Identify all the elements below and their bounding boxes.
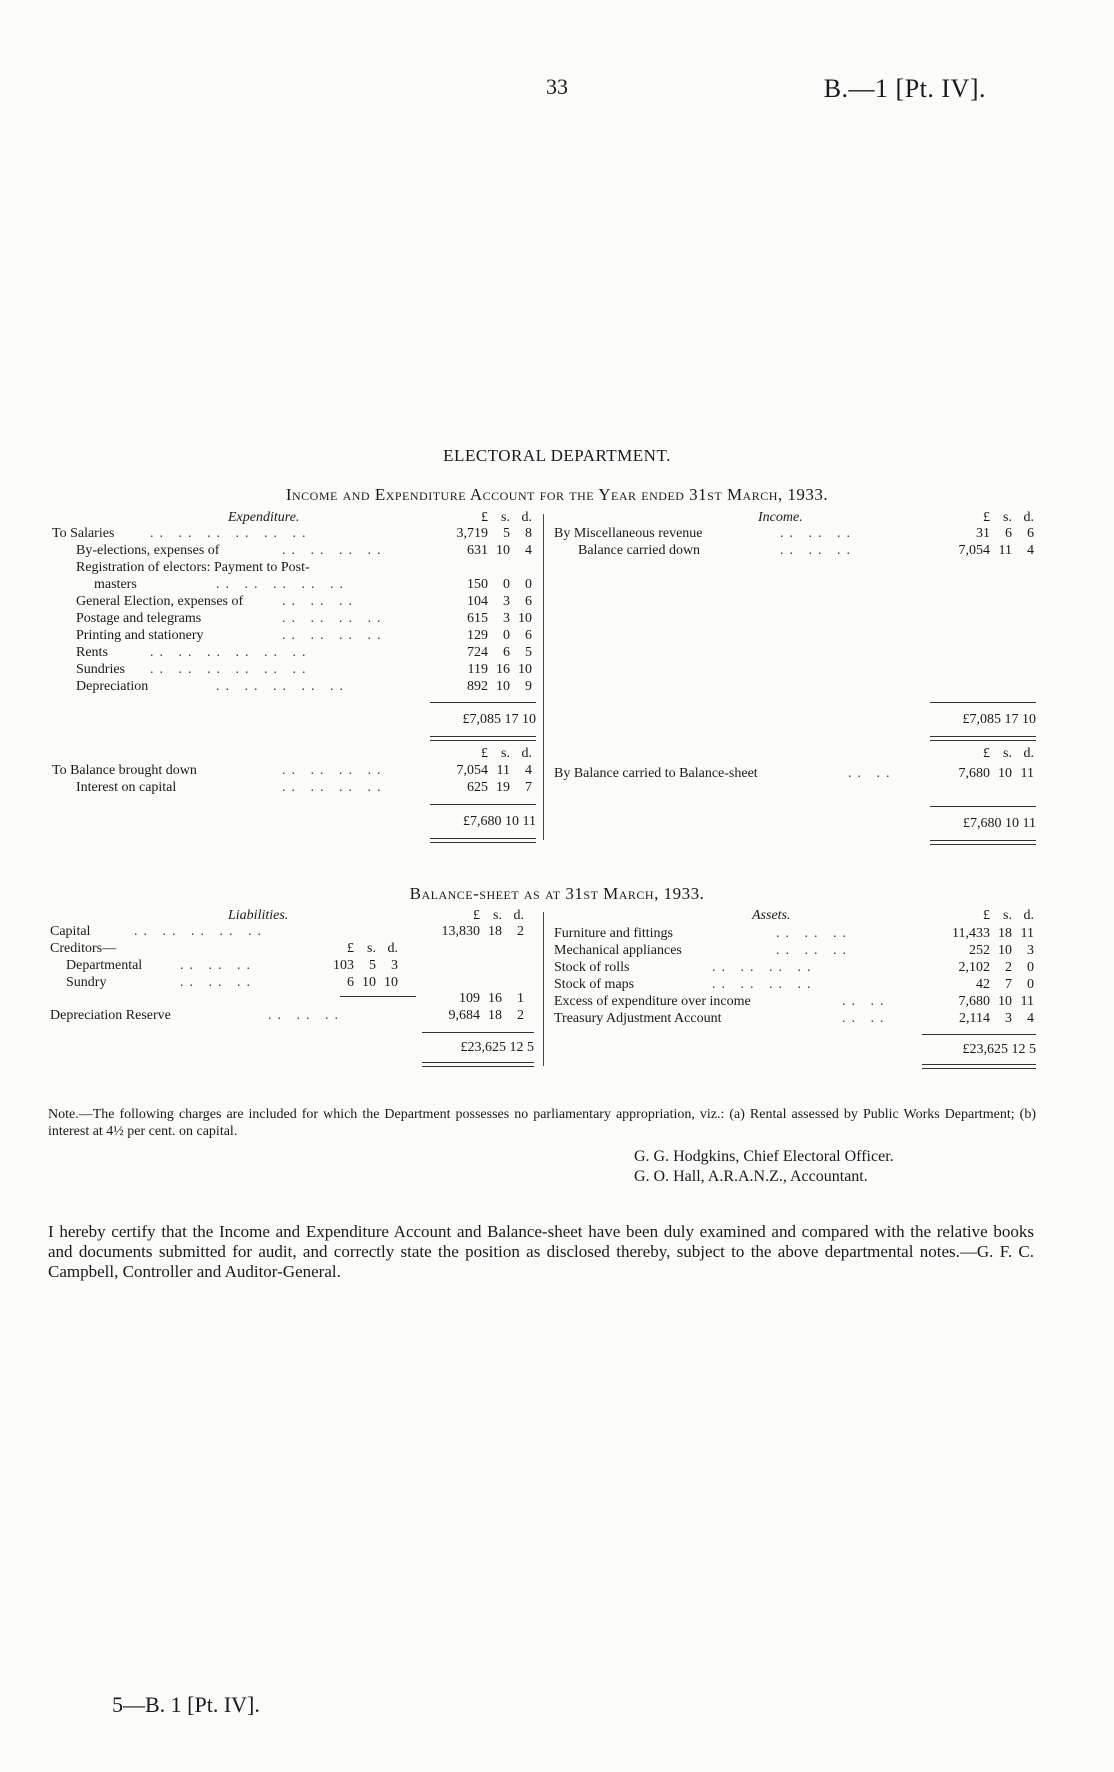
column-divider [543,912,544,1066]
column-divider [543,514,544,840]
asset-amount: 2,114 3 4 [959,1011,1034,1026]
liability-label: Departmental [66,958,143,973]
footer-reference: 5—B. 1 [Pt. IV]. [112,1692,260,1717]
leader-dots: .. .. .. .. .. .. [150,645,312,660]
leader-dots: .. .. .. .. .. .. [150,662,312,677]
liability-label: Sundry [66,975,107,990]
expenditure-currency-header: £ s. d. [481,510,532,525]
assets-currency-header: £ s. d. [983,908,1034,923]
income-amount: 31 6 6 [976,526,1034,541]
income-column-head: Income. [758,510,803,525]
income-amount: 7,054 11 4 [958,543,1034,558]
leader-dots: .. .. .. [282,594,358,609]
liability-sub-amount: 6 10 10 [347,975,398,990]
expenditure-currency-header-2: £ s. d. [481,746,532,761]
leader-dots: .. .. .. .. .. [134,924,267,939]
income-account-heading: Income and Expenditure Account for the Year ended 31st March, 1933. [285,485,829,504]
expenditure-row-label: Printing and stationery [76,628,204,643]
page-number: 33 [546,74,568,99]
expenditure-amount: 7,054 11 4 [456,763,532,778]
asset-amount: 11,433 18 11 [952,926,1034,941]
asset-amount: 2,102 2 0 [958,960,1034,975]
double-rule [930,840,1036,845]
liability-label: Creditors— [50,941,117,956]
income-total: £7,085 17 10 [962,712,1036,727]
assets-total: £23,625 12 5 [962,1042,1036,1057]
income-currency-header: £ s. d. [983,510,1034,525]
expenditure-row-label: Postage and telegrams [76,611,202,626]
expenditure-amount: 615 3 10 [467,611,532,626]
total-rule [930,702,1036,703]
leader-dots: .. .. [842,1011,890,1026]
leader-dots: .. .. .. .. [712,977,817,992]
expenditure-row-label: General Election, expenses of [76,594,244,609]
income-row-label: Balance carried down [578,543,701,558]
double-rule [422,1062,534,1067]
document-reference: B.—1 [Pt. IV]. [823,74,986,103]
expenditure-amount: 625 19 7 [467,780,532,795]
liability-sub-amount: 103 5 3 [333,958,398,973]
signature-chief-electoral-officer: G. G. Hodgkins, Chief Electoral Officer. [634,1148,894,1165]
expenditure-row-label: Interest on capital [76,780,177,795]
expenditure-amount: 104 3 6 [467,594,532,609]
asset-label: Furniture and fittings [554,926,673,941]
creditors-total: 109 16 1 [459,991,524,1006]
expenditure-amount: 150 0 0 [467,577,532,592]
total-rule [922,1034,1036,1035]
leader-dots: .. .. [848,766,896,781]
expenditure-row-label: By-elections, expenses of [76,543,220,558]
leader-dots: .. .. [842,994,890,1009]
asset-amount: 42 7 0 [976,977,1034,992]
liabilities-currency-header: £ s. d. [473,908,524,923]
leader-dots: .. .. .. .. .. .. [150,526,312,541]
expenditure-row-label: To Salaries [52,526,115,541]
liability-amount: 9,684 18 2 [448,1008,524,1023]
expenditure-amount: 119 16 10 [467,662,532,677]
income-row-label: By Miscellaneous revenue [554,526,703,541]
expenditure-amount: 129 0 6 [467,628,532,643]
leader-dots: .. .. .. .. [282,611,387,626]
expenditure-total: £7,085 17 10 [462,712,536,727]
expenditure-row-label: Depreciation [76,679,149,694]
income-row-label: By Balance carried to Balance-sheet [554,766,758,781]
total-rule [422,1032,534,1033]
asset-label: Treasury Adjustment Account [554,1011,722,1026]
asset-amount: 7,680 10 11 [958,994,1034,1009]
liabilities-column-head: Liabilities. [228,908,289,923]
total-rule [930,806,1036,807]
assets-column-head: Assets. [752,908,791,923]
department-title: ELECTORAL DEPARTMENT. [443,446,671,465]
leader-dots: .. .. .. [268,1008,344,1023]
income-amount: 7,680 10 11 [958,766,1034,781]
double-rule [430,736,536,741]
leader-dots: .. .. .. [180,975,256,990]
double-rule [930,736,1036,741]
creditors-currency-header: £ s. d. [347,941,398,956]
signature-accountant: G. O. Hall, A.R.A.N.Z., Accountant. [634,1168,868,1185]
leader-dots: .. .. .. .. [282,780,387,795]
double-rule [922,1064,1036,1069]
leader-dots: .. .. .. [180,958,256,973]
expenditure-row-label: To Balance brought down [52,763,197,778]
leader-dots: .. .. .. .. .. [216,679,349,694]
expenditure-amount: 724 6 5 [467,645,532,660]
leader-dots: .. .. .. .. [282,543,387,558]
expenditure-amount: 3,719 5 8 [456,526,532,541]
asset-amount: 252 10 3 [969,943,1034,958]
leader-dots: .. .. .. .. .. [216,577,349,592]
expenditure-row-label: masters [94,577,137,592]
income-currency-header-2: £ s. d. [983,746,1034,761]
audit-certification: I hereby certify that the Income and Expenditure Account and Balance-sheet have been duly examined and compared with the relative books and documents submitted for audit, and correctly state the position as disclosed thereby, subject to the above departmental notes.—G. F. C. Campbell, Controller and Auditor-General. [48,1222,1034,1281]
expenditure-amount: 892 10 9 [467,679,532,694]
expenditure-row-label: Rents [76,645,108,660]
leader-dots: .. .. .. [776,926,852,941]
subtotal-rule [340,996,416,997]
expenditure-second-total: £7,680 10 11 [463,814,536,829]
leader-dots: .. .. .. [780,526,856,541]
balance-sheet-heading: Balance-sheet as at 31st March, 1933. [409,884,705,903]
income-second-total: £7,680 10 11 [963,816,1036,831]
double-rule [430,838,536,843]
leader-dots: .. .. .. .. [712,960,817,975]
liability-label: Depreciation Reserve [50,1008,171,1023]
expenditure-row-label: Registration of electors: Payment to Post- [76,560,310,575]
asset-label: Stock of maps [554,977,635,992]
leader-dots: .. .. .. .. [282,628,387,643]
liability-label: Capital [50,924,91,939]
expenditure-amount: 631 10 4 [467,543,532,558]
total-rule [430,702,536,703]
leader-dots: .. .. .. [776,943,852,958]
leader-dots: .. .. .. [780,543,856,558]
liability-amount: 13,830 18 2 [441,924,524,939]
liabilities-total: £23,625 12 5 [460,1040,534,1055]
departmental-note: Note.—The following charges are included for which the Department possesses no parliamentary appropriation, viz.: (a) Rental assessed by Public Works Department; (b) interest at 4½ per cent. on capital. [48,1107,1036,1139]
expenditure-row-label: Sundries [76,662,125,677]
asset-label: Stock of rolls [554,960,630,975]
expenditure-column-head: Expenditure. [228,510,300,525]
leader-dots: .. .. .. .. [282,763,387,778]
asset-label: Excess of expenditure over income [554,994,751,1009]
asset-label: Mechanical appliances [554,943,682,958]
total-rule [430,804,536,805]
